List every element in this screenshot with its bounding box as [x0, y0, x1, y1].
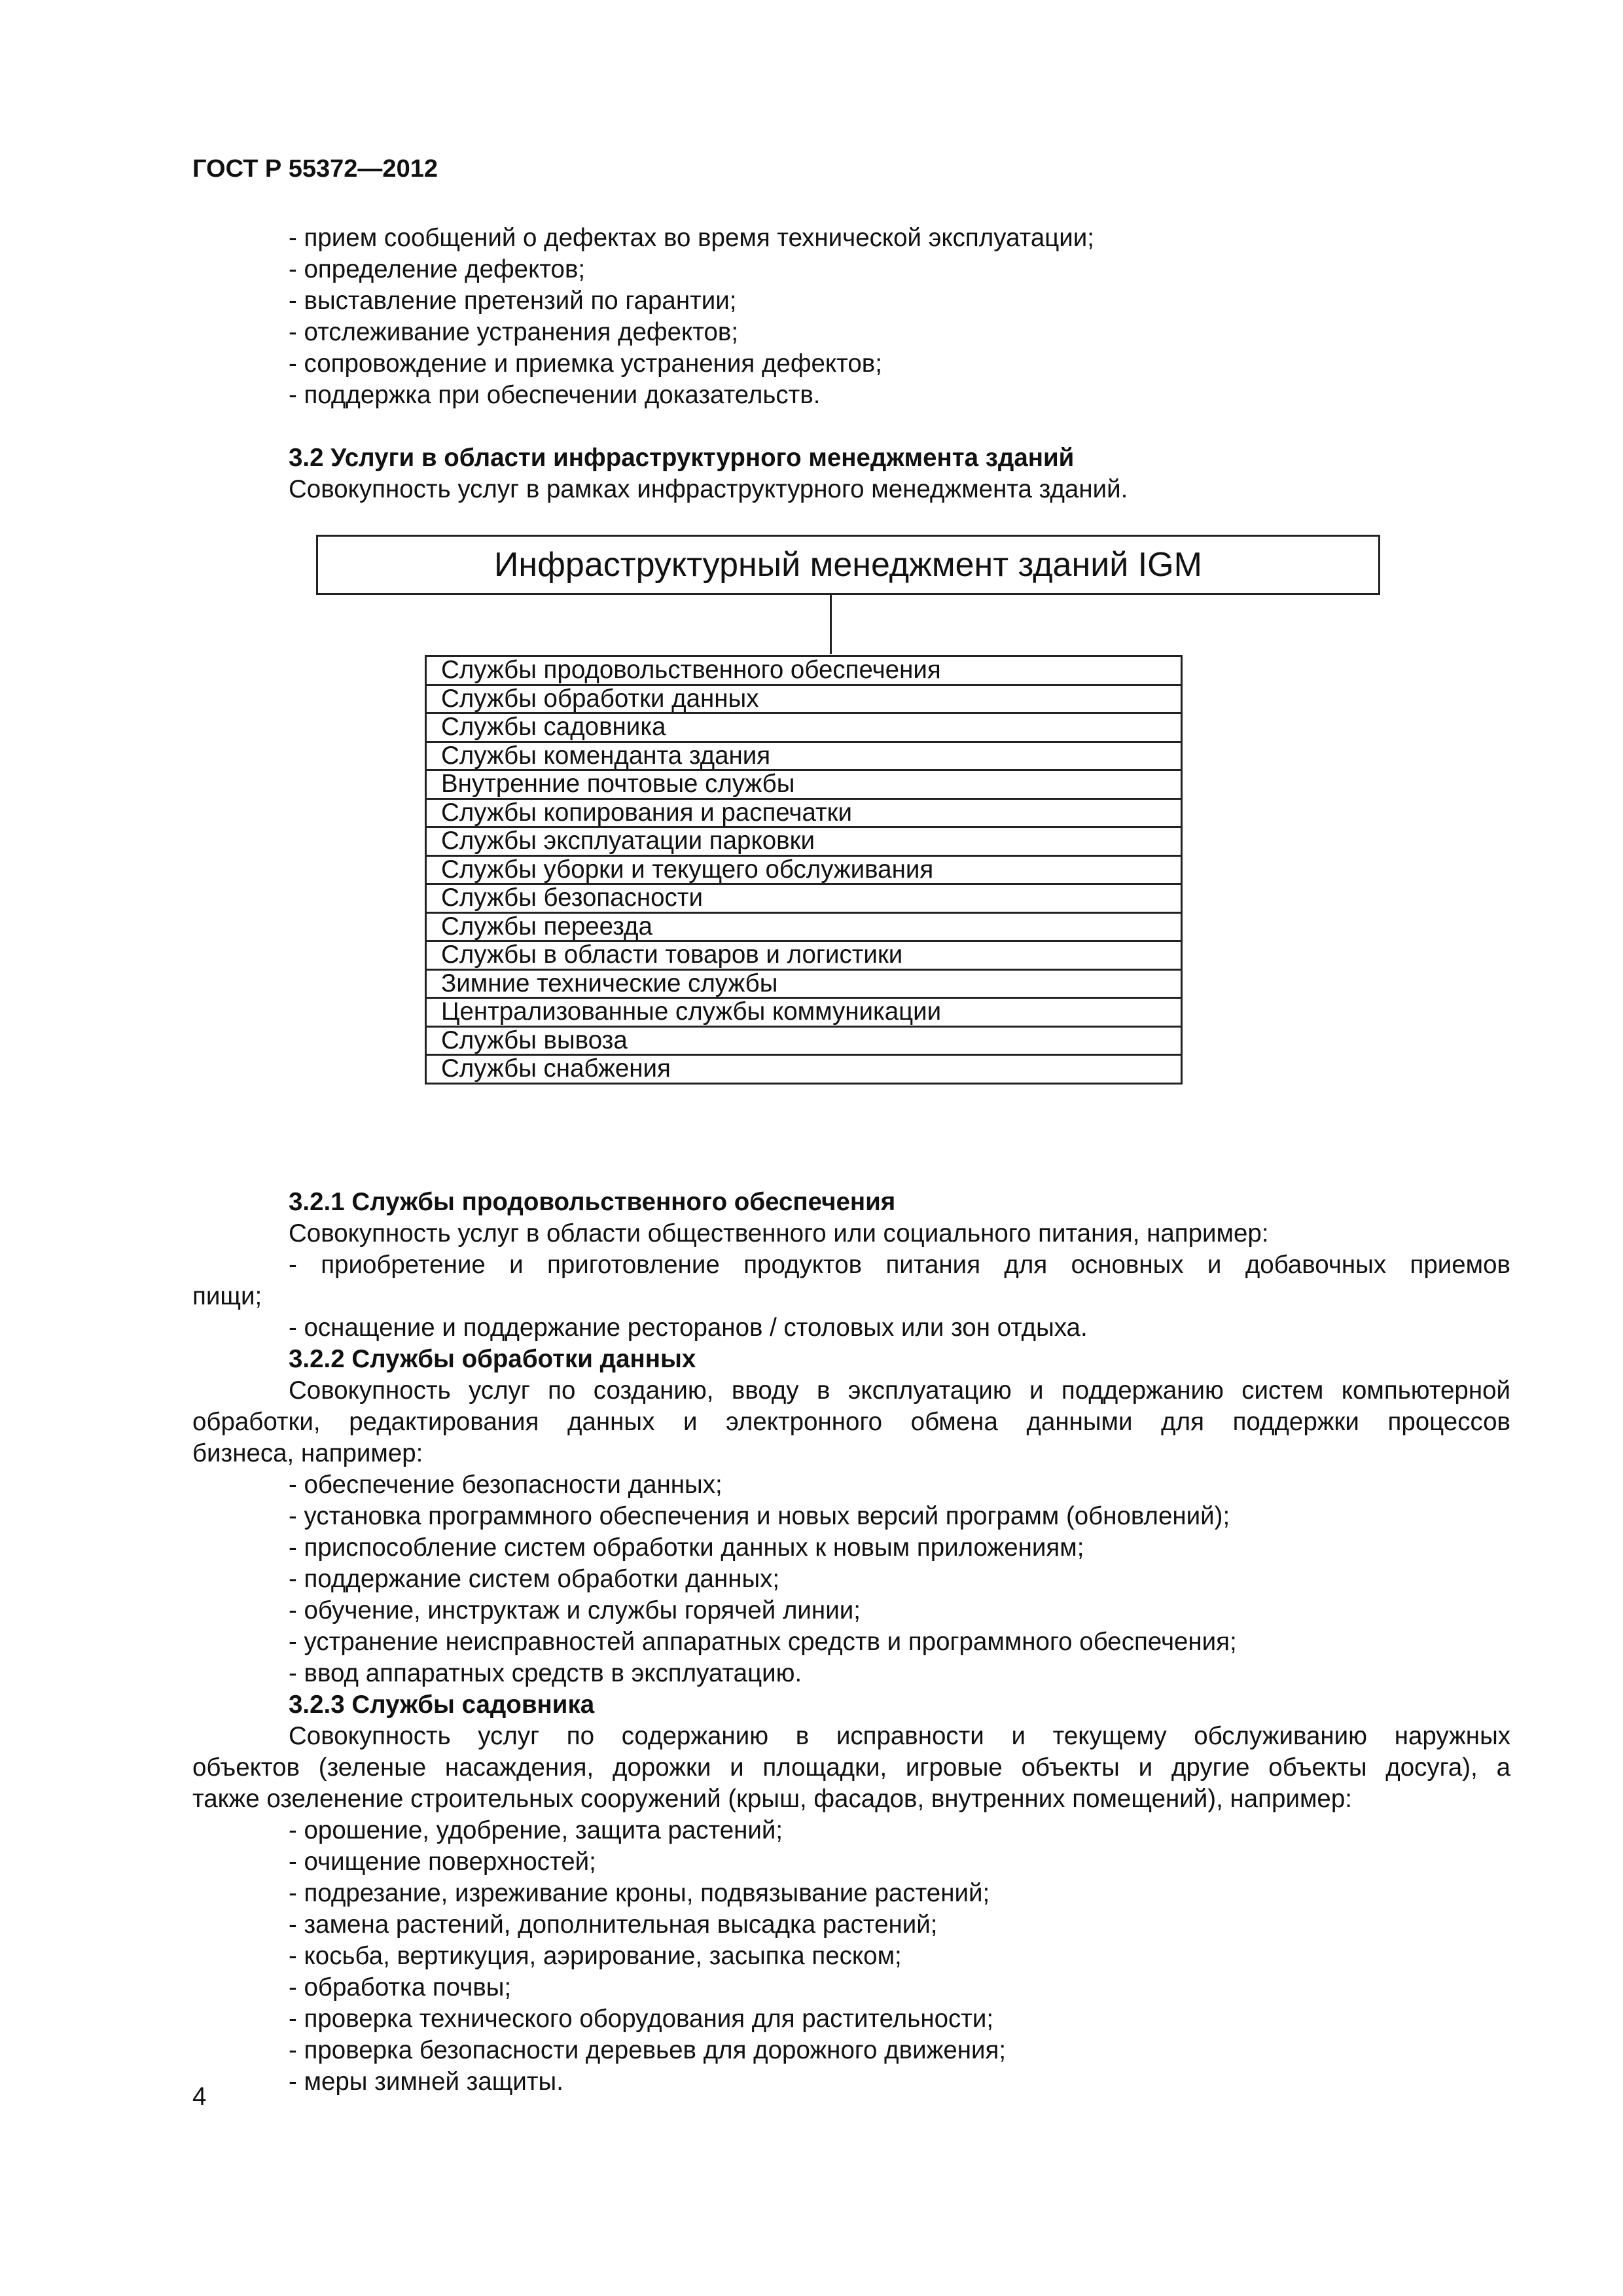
list-item: - определение дефектов; — [289, 255, 586, 283]
table-row — [426, 884, 1182, 913]
table-row — [426, 969, 1182, 998]
list-item: - проверка технического оборудования для растительности; — [289, 2005, 994, 2033]
table-row — [426, 1026, 1182, 1055]
table-row — [426, 685, 1182, 713]
table-cell: Службы эксплуатации парковки — [426, 827, 1182, 856]
table-row — [426, 855, 1182, 884]
diagram-top-box: Инфраструктурный менеджмент зданий IGM — [316, 535, 1380, 595]
list-item: - обеспечение безопасности данных; — [289, 1471, 722, 1499]
table-row — [426, 770, 1182, 799]
table-row — [426, 998, 1182, 1027]
list-item: - сопровождение и приемка устранения дефектов; — [289, 350, 882, 378]
paragraph: Совокупность услуг в рамках инфраструктурного менеджмента зданий. — [289, 475, 1128, 503]
paragraph: Совокупность услуг в области общественного или социального питания, например: — [289, 1219, 1269, 1247]
list-item: - приобретение и приготовление продуктов питания для основных и добавочных приемов — [289, 1251, 1510, 1279]
section-heading: 3.2.2 Службы обработки данных — [289, 1345, 696, 1373]
table-row — [426, 912, 1182, 941]
table-cell: Зимние технические службы — [426, 969, 1182, 998]
table-row — [426, 798, 1182, 827]
paragraph-line: Совокупность услуг по созданию, вводу в эксплуатацию и поддержанию систем компьютерной — [289, 1376, 1510, 1405]
list-item-continuation: пищи; — [192, 1282, 262, 1310]
paragraph-line: объектов (зеленые насаждения, дорожки и площадки, игровые объекты и другие объекты досуга), а — [192, 1753, 1510, 1782]
list-item: - установка программного обеспечения и новых версий программ (обновлений); — [289, 1502, 1230, 1530]
paragraph-line: Совокупность услуг по содержанию в исправности и текущему обслуживанию наружных — [289, 1722, 1510, 1750]
list-item: - подрезание, изреживание кроны, подвязывание растений; — [289, 1879, 990, 1907]
table-row — [426, 742, 1182, 770]
list-item: - приспособление систем обработки данных к новым приложениям; — [289, 1534, 1084, 1562]
list-item: - устранение неисправностей аппаратных средств и программного обеспечения; — [289, 1628, 1237, 1656]
paragraph-line: обработки, редактирования данных и электронного обмена данными для поддержки процессов — [192, 1408, 1510, 1436]
document-header: ГОСТ Р 55372—2012 — [192, 155, 438, 183]
table-cell: Централизованные службы коммуникации — [426, 998, 1182, 1027]
table-cell: Службы уборки и текущего обслуживания — [426, 855, 1182, 884]
list-item: - очищение поверхностей; — [289, 1848, 596, 1876]
table-row — [426, 713, 1182, 742]
table-cell: Службы копирования и распечатки — [426, 798, 1182, 827]
section-heading: 3.2 Услуги в области инфраструктурного менеджмента зданий — [289, 444, 1075, 472]
table-cell: Службы коменданта здания — [426, 742, 1182, 770]
table-cell: Службы безопасности — [426, 884, 1182, 913]
section-heading: 3.2.1 Службы продовольственного обеспечения — [289, 1188, 896, 1216]
diagram-connector-line — [830, 595, 832, 654]
list-item: - ввод аппаратных средств в эксплуатацию. — [289, 1659, 802, 1687]
list-item: - обработка почвы; — [289, 1973, 512, 2001]
table-cell: Службы в области товаров и логистики — [426, 941, 1182, 970]
paragraph-line: также озеленение строительных сооружений (крыш, фасадов, внутренних помещений), например: — [192, 1785, 1352, 1813]
list-item: - обучение, инструктаж и службы горячей линии; — [289, 1596, 861, 1624]
table-cell: Службы снабжения — [426, 1055, 1182, 1084]
services-table — [425, 655, 1183, 1085]
paragraph-line: бизнеса, например: — [192, 1439, 423, 1467]
table-cell: Внутренние почтовые службы — [426, 770, 1182, 799]
list-item: - отслеживание устранения дефектов; — [289, 318, 739, 346]
table-cell: Службы вывоза — [426, 1026, 1182, 1055]
table-cell: Службы переезда — [426, 912, 1182, 941]
table-row — [426, 1055, 1182, 1084]
list-item: - замена растений, дополнительная высадка растений; — [289, 1910, 938, 1939]
list-item: - выставление претензий по гарантии; — [289, 287, 737, 315]
list-item: - меры зимней защиты. — [289, 2068, 563, 2096]
table-cell: Службы продовольственного обеспечения — [426, 656, 1182, 685]
section-heading: 3.2.3 Службы садовника — [289, 1691, 595, 1719]
list-item: - косьба, вертикуция, аэрирование, засыпка песком; — [289, 1942, 902, 1970]
list-item: - оснащение и поддержание ресторанов / столовых или зон отдыха. — [289, 1314, 1088, 1342]
table-cell: Службы садовника — [426, 713, 1182, 742]
table-row — [426, 941, 1182, 970]
list-item: - проверка безопасности деревьев для дорожного движения; — [289, 2036, 1007, 2064]
list-item: - поддержка при обеспечении доказательств. — [289, 381, 821, 409]
list-item: - прием сообщений о дефектах во время технической эксплуатации; — [289, 224, 1095, 252]
table-cell: Службы обработки данных — [426, 685, 1182, 713]
table-row — [426, 827, 1182, 856]
table-row — [426, 656, 1182, 685]
list-item: - орошение, удобрение, защита растений; — [289, 1816, 783, 1844]
list-item: - поддержание систем обработки данных; — [289, 1565, 780, 1593]
page-number: 4 — [192, 2083, 207, 2111]
